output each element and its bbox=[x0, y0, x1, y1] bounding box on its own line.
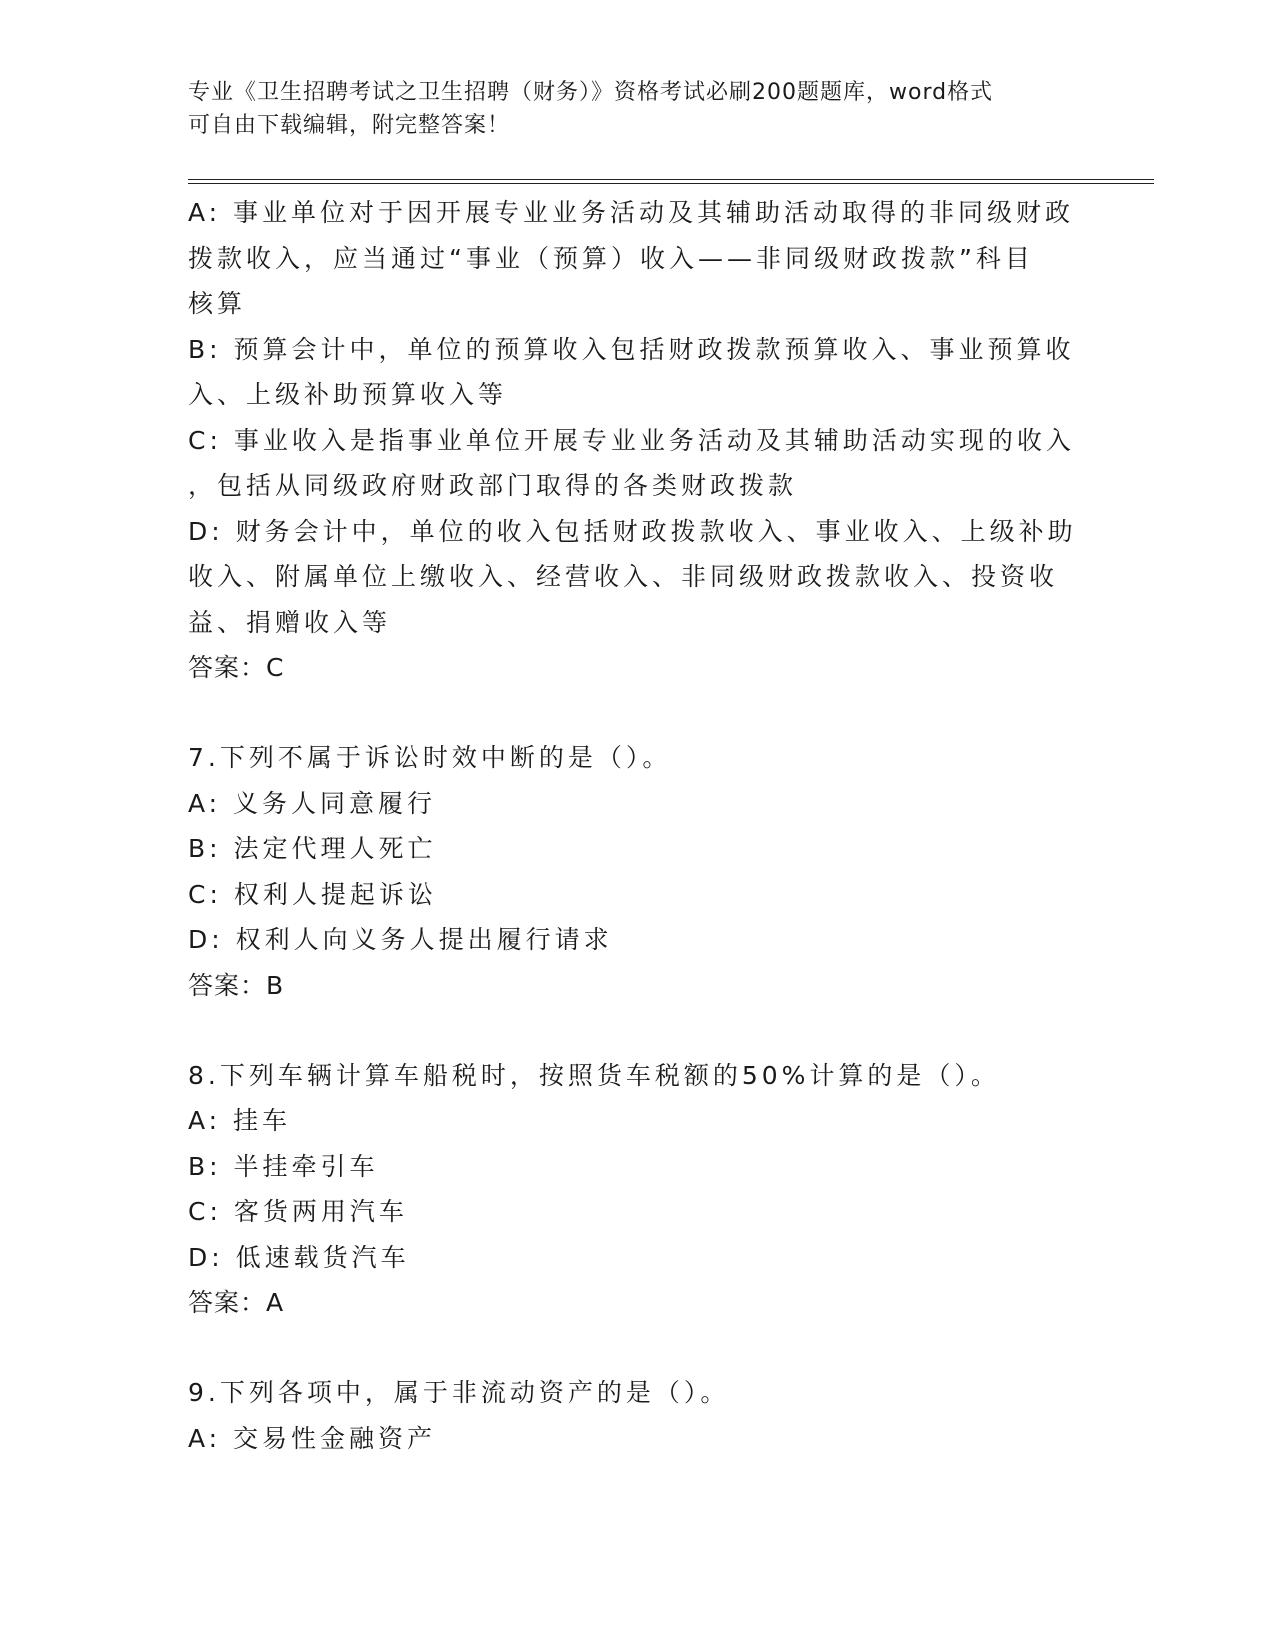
document-header bbox=[188, 76, 1088, 142]
spacer bbox=[188, 1326, 1088, 1370]
q6-option-d-line-1: D: 财务会计中，单位的收入包括财政拨款收入、事业收入、上级补助 bbox=[188, 516, 1077, 546]
q6-option-d-line-3: 益、捐赠收入等 bbox=[188, 607, 392, 637]
q6-option-a-line-2: 拨款收入，应当通过“事业（预算）收入——非同级财政拨款”科目 bbox=[188, 243, 1034, 273]
q9-question-text: 9.下列各项中，属于非流动资产的是（）。 bbox=[188, 1378, 730, 1407]
question-7 bbox=[188, 735, 1088, 1009]
spacer bbox=[188, 691, 1088, 735]
q7-option-c: C: 权利人提起诉讼 bbox=[188, 879, 437, 909]
q6-option-b-line-1: B: 预算会计中，单位的预算收入包括财政拨款预算收入、事业预算收 bbox=[188, 334, 1075, 364]
q6-option-c-line-1: C: 事业收入是指事业单位开展专业业务活动及其辅助活动实现的收入 bbox=[188, 425, 1075, 455]
q6-option-b-line-2: 入、上级补助预算收入等 bbox=[188, 380, 508, 409]
q7-question-text: 7.下列不属于诉讼时效中断的是（）。 bbox=[188, 743, 672, 772]
q6-option-a-line-1: A: 事业单位对于因开展专业业务活动及其辅助活动取得的非同级财政 bbox=[188, 198, 1075, 227]
header-divider-top bbox=[188, 179, 1154, 180]
question-8 bbox=[188, 1053, 1088, 1327]
q6-answer: 答案：C bbox=[188, 653, 285, 682]
q7-option-d: D: 权利人向义务人提出履行请求 bbox=[188, 925, 613, 954]
q7-option-a: A: 义务人同意履行 bbox=[188, 788, 437, 818]
q9-option-a: A: 交易性金融资产 bbox=[188, 1423, 437, 1453]
q8-option-a: A: 挂车 bbox=[188, 1106, 292, 1135]
q7-option-b: B: 法定代理人死亡 bbox=[188, 834, 437, 863]
header-divider-bottom bbox=[188, 183, 1154, 184]
q8-answer: 答案：A bbox=[188, 1288, 285, 1317]
q8-option-d: D: 低速载货汽车 bbox=[188, 1242, 410, 1272]
q8-option-b: B: 半挂牵引车 bbox=[188, 1151, 379, 1181]
header-line-1: 专业《卫生招聘考试之卫生招聘（财务）》资格考试必刷200题题库，word格式 bbox=[188, 80, 994, 105]
question-9 bbox=[188, 1370, 1088, 1461]
header-line-2: 可自由下载编辑，附完整答案！ bbox=[188, 113, 511, 138]
q8-question-text: 8.下列车辆计算车船税时，按照货车税额的50%计算的是（）。 bbox=[188, 1060, 1000, 1090]
q8-option-c: C: 客货两用汽车 bbox=[188, 1197, 408, 1226]
q6-option-c-line-2: ，包括从同级政府财政部门取得的各类财政拨款 bbox=[188, 471, 798, 500]
q6-option-d-line-2: 收入、附属单位上缴收入、经营收入、非同级财政拨款收入、投资收 bbox=[188, 562, 1059, 591]
spacer bbox=[188, 1009, 1088, 1053]
question-content bbox=[188, 190, 1088, 1461]
q7-answer: 答案：B bbox=[188, 970, 285, 1000]
question-6-options bbox=[188, 190, 1088, 691]
q6-option-a-line-3: 核算 bbox=[188, 289, 247, 318]
